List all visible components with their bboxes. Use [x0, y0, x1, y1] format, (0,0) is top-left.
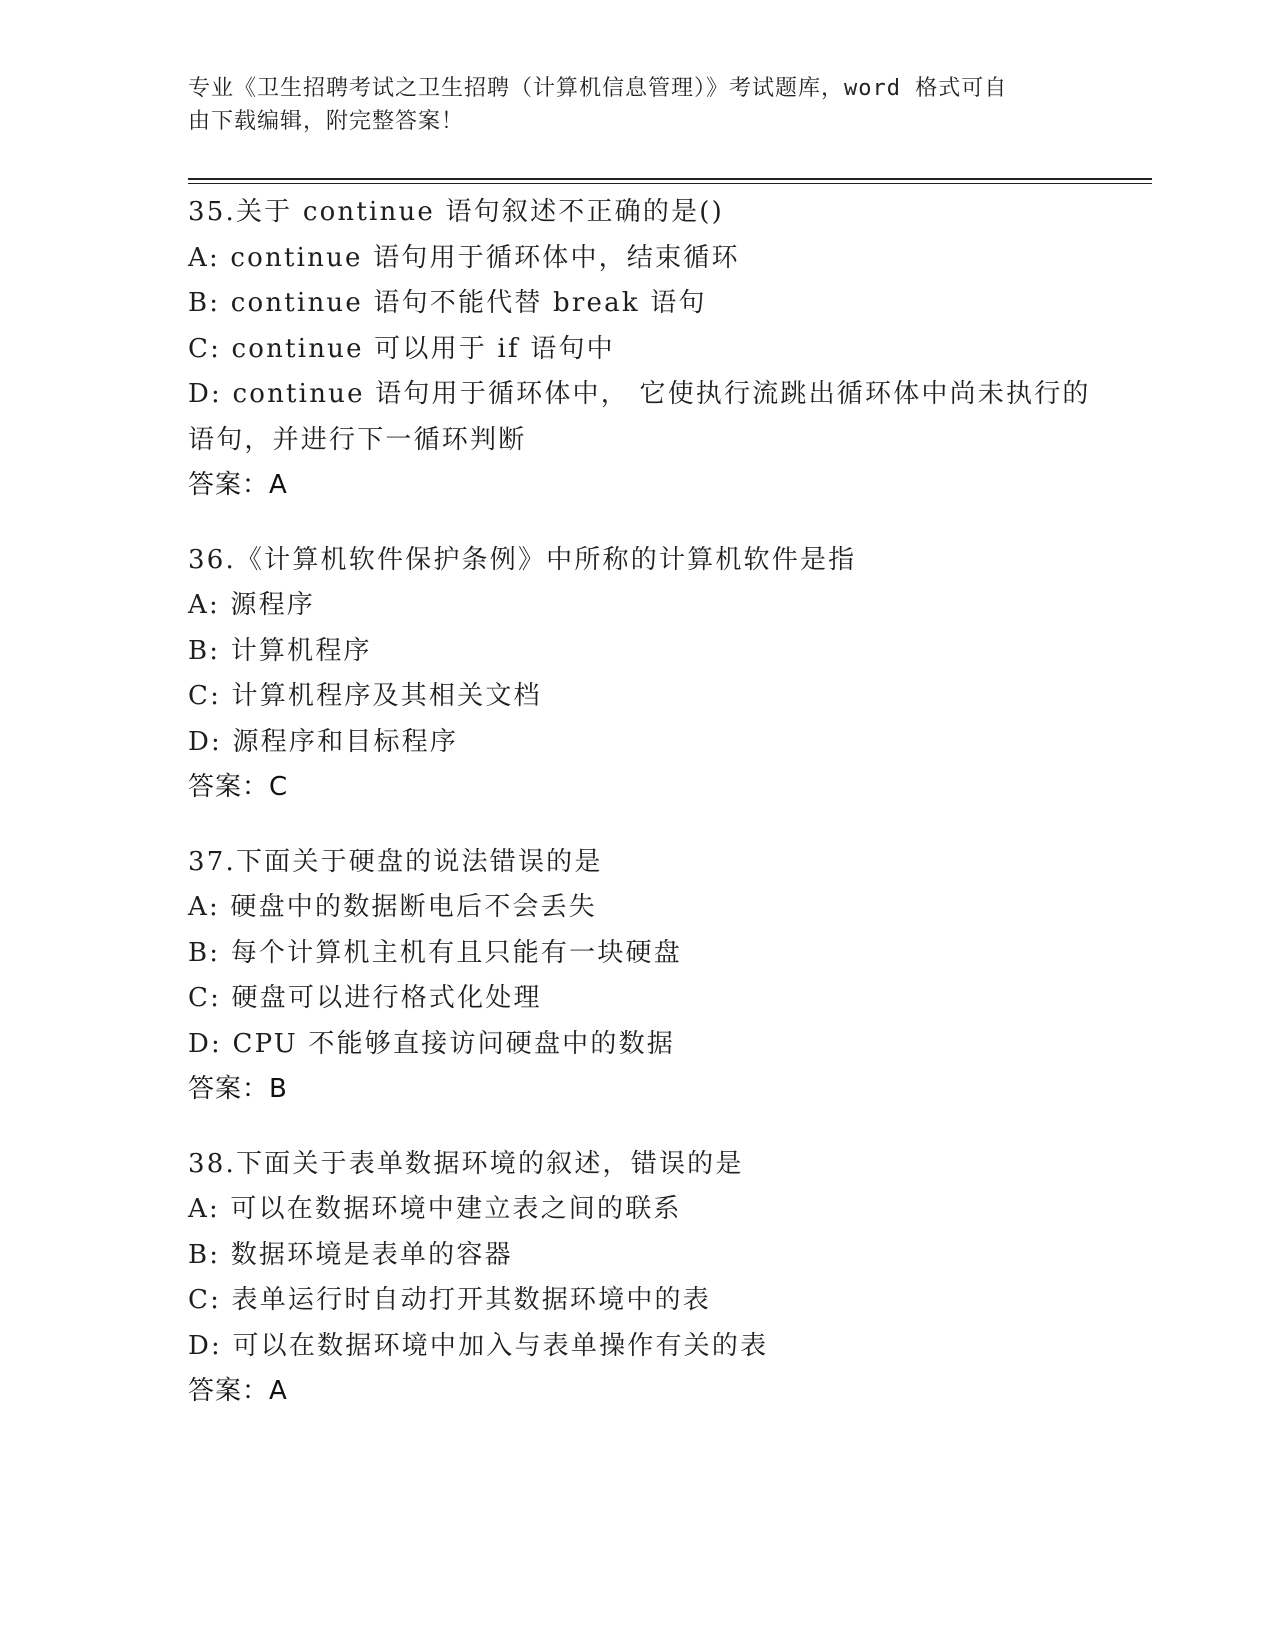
- question-stem: 35.关于 continue 语句叙述不正确的是(): [188, 197, 724, 227]
- question-38: [188, 1142, 1118, 1415]
- question-stem: 38.下面关于表单数据环境的叙述，错误的是: [188, 1148, 744, 1179]
- option-c: C: 表单运行时自动打开其数据环境中的表: [188, 1285, 711, 1315]
- answer-label: 答案：A: [188, 470, 288, 500]
- question-36: [188, 538, 1118, 811]
- option-a: A: 硬盘中的数据断电后不会丢失: [188, 892, 598, 922]
- option-c: C: 硬盘可以进行格式化处理: [188, 983, 542, 1013]
- option-d: D: 源程序和目标程序: [188, 726, 459, 757]
- header-divider-thick: [188, 178, 1152, 180]
- question-37: [188, 840, 1118, 1113]
- option-b: B: 计算机程序: [188, 635, 372, 666]
- header-divider-thin: [188, 183, 1152, 184]
- option-c: C: 计算机程序及其相关文档: [188, 681, 542, 711]
- question-list: [188, 190, 1118, 1444]
- option-c: C: continue 可以用于 if 语句中: [188, 333, 615, 364]
- answer-label: 答案：C: [188, 772, 289, 802]
- question-stem: 37.下面关于硬盘的说法错误的是: [188, 846, 603, 877]
- question-stem: 36.《计算机软件保护条例》中所称的计算机软件是指: [188, 544, 857, 575]
- option-d: D: 可以在数据环境中加入与表单操作有关的表: [188, 1330, 769, 1361]
- option-b: B: continue 语句不能代替 break 语句: [188, 288, 707, 318]
- header-line-1: 专业《卫生招聘考试之卫生招聘（计算机信息管理）》考试题库，word 格式可自: [188, 76, 1008, 101]
- question-35: [188, 190, 1118, 509]
- option-a: A: continue 语句用于循环体中，结束循环: [188, 242, 740, 273]
- option-b: B: 每个计算机主机有且只能有一块硬盘: [188, 937, 682, 968]
- option-d-continued: 语句，并进行下一循环判断: [188, 424, 527, 455]
- option-d: D: continue 语句用于循环体中， 它使执行流跳出循环体中尚未执行的: [188, 379, 1091, 409]
- answer-label: 答案：B: [188, 1074, 288, 1104]
- option-b: B: 数据环境是表单的容器: [188, 1239, 513, 1270]
- answer-label: 答案：A: [188, 1376, 288, 1406]
- option-a: A: 源程序: [188, 590, 316, 620]
- header-line-2: 由下载编辑，附完整答案！: [188, 109, 465, 134]
- document-header: [188, 72, 1068, 138]
- option-a: A: 可以在数据环境中建立表之间的联系: [188, 1194, 682, 1224]
- option-d: D: CPU 不能够直接访问硬盘中的数据: [188, 1028, 675, 1059]
